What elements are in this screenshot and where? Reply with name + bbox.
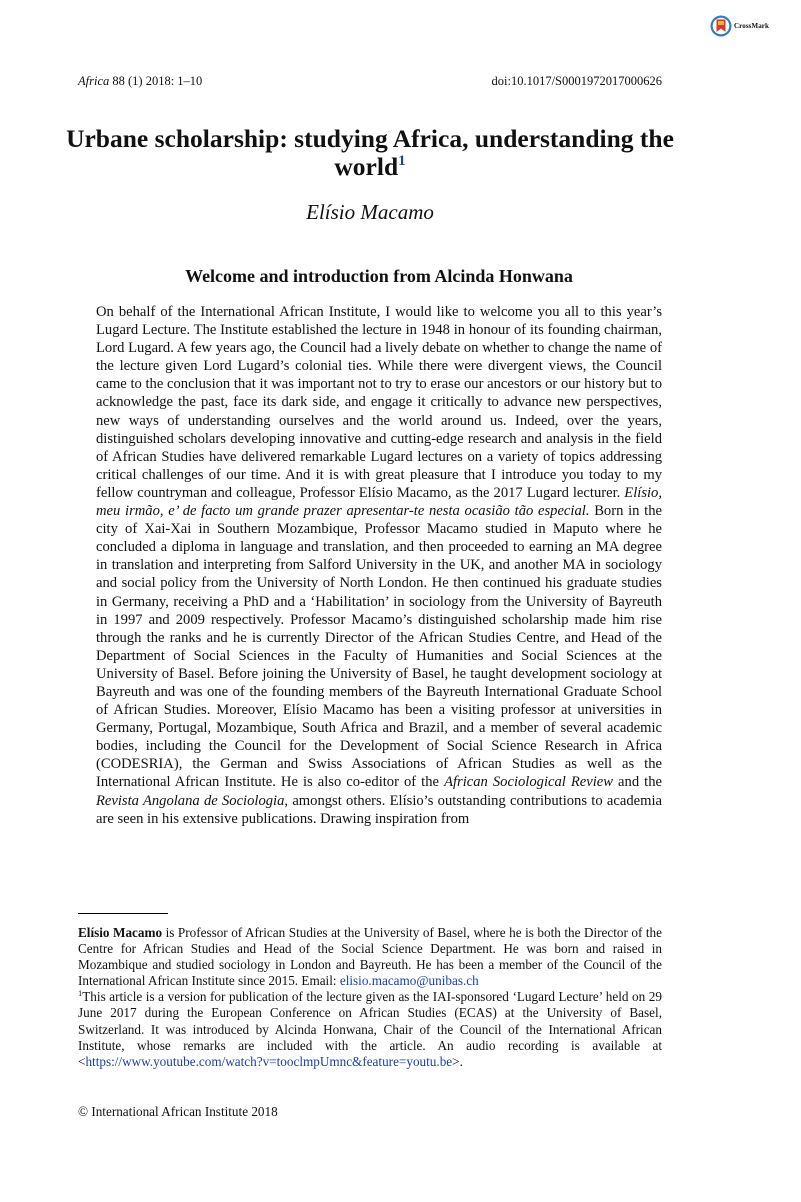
doi[interactable]: doi:10.1017/S0001972017000626 <box>491 74 662 88</box>
recording-link[interactable]: https://www.youtube.com/watch?v=tooclmpUmnc&feature=youtu.be <box>85 1053 453 1069</box>
author-name: Elísio Macamo <box>306 200 434 224</box>
body-biography: Born in the city of Xai-Xai in Southern Mozambique, Professor Macamo studied in Maputo where he concluded a diploma in language and translation, and then proceeded to earning an MA degree in translation and interpreting from Salford University in the UK, and another MA in sociology and social policy from the University of North London. He then continued his graduate studies in Germany, receiving a PhD and a ‘Habilitation’ in sociology from the University of Bayreuth in 1997 and 2009 respectively. Professor Macamo’s distinguished scholarship made him rise through the ranks and he is currently Director of the African Studies Centre, and Head of the Department of Social Sciences in the Faculty of Humanities and Social Sciences at the University of Basel. Before joining the University of Basel, he taught development sociology at Bayreuth and was one of the founding members of the Bayreuth International Graduate School of African Studies. Moreover, Elísio Macamo has been a visiting professor at universities in Germany, Portugal, Mozambique, South Africa and Brazil, and a member of several academic bodies, including the Council for the Development of Social Science Research in Africa (CODESRIA), the German and Swiss Associations of African Studies as well as the International African Institute. He is also co-editor of the <box>96 503 662 791</box>
body-connector: and the <box>613 774 662 791</box>
footnote-number: 1 <box>78 988 83 999</box>
author-note-name: Elísio Macamo <box>78 925 163 940</box>
footnotes <box>78 925 662 1070</box>
journal-title-1: African Sociological Review <box>444 774 614 791</box>
crossmark-label: CrossMark <box>734 22 769 30</box>
title-text: Urbane scholarship: studying Africa, understanding the world <box>66 124 674 181</box>
author-note-bio: is Professor of African Studies at the University of Basel, where he is both the Director of the Centre for African Studies and Head of the Social Science Department. He was born and raised in Mozambique and studied sociology in London and Bayreuth. He has been a member of the Council of the International African Institute since 2015. Email: <box>78 925 662 989</box>
journal-citation <box>78 74 202 89</box>
author-note <box>78 925 662 989</box>
email-link[interactable]: elisio.macamo@unibas.ch <box>339 973 479 989</box>
crossmark-icon <box>710 14 732 38</box>
journal-title-2: Revista Angolana de Sociologia <box>96 792 285 809</box>
body-closing: , amongst others. Elísio’s outstanding contributions to academia are seen in his extensive publications. Drawing inspiration from <box>96 792 662 827</box>
citation-details: 88 (1) 2018: 1–10 <box>109 74 203 88</box>
footnote-end: >. <box>452 1053 463 1069</box>
journal-name: Africa <box>78 74 110 88</box>
footnote-rule <box>78 913 168 914</box>
body-paragraph <box>96 303 662 828</box>
footnote-text: This article is a version for publication of the lecture given as the IAI-sponsored ‘Lugard Lecture’ held on 29 June 2017 during the European Conference on African Studies (ECAS) at the University of Basel, Switzerland. It was introduced by Alcinda Honwana, Chair of the Council of the International African Institute, whose remarks are included with the article. An audio recording is available at < <box>78 989 662 1069</box>
section-heading: Welcome and introduction from Alcinda Honwana <box>185 266 573 286</box>
crossmark-badge[interactable] <box>710 14 769 38</box>
body-intro: On behalf of the International African Institute, I would like to welcome you all to this year’s Lugard Lecture. The Institute established the lecture in 1948 in honour of its founding chairman, Lord Lugard. A few years ago, the Council had a lively debate on whether to change the name of the lecture given Lord Lugard’s colonial ties. While there were divergent views, the Council came to the conclusion that it was important not to try to erase our ancestors or our history but to acknowledge the past, face its dark side, and engage it critically to advance new perspectives, new ways of understanding ourselves and the world around us. Indeed, over the years, distinguished scholars developing innovative and cutting-edge research and analysis in the field of African Studies have delivered remarkable Lugard lectures on a variety of topics addressing critical challenges of our time. And it is with great pleasure that I introduce you today to my fellow countryman and colleague, Professor Elísio Macamo, as the 2017 Lugard lecturer. <box>96 304 662 501</box>
article-title <box>60 125 680 181</box>
title-footnote-marker[interactable]: 1 <box>398 153 406 169</box>
copyright-notice: © International African Institute 2018 <box>78 1104 278 1119</box>
portuguese-greeting: Elísio, meu irmão, e’ de facto um grande prazer apresentar-te nesta ocasião tão especial. <box>96 484 662 520</box>
footnote-1 <box>78 989 662 1069</box>
running-header <box>78 74 662 89</box>
